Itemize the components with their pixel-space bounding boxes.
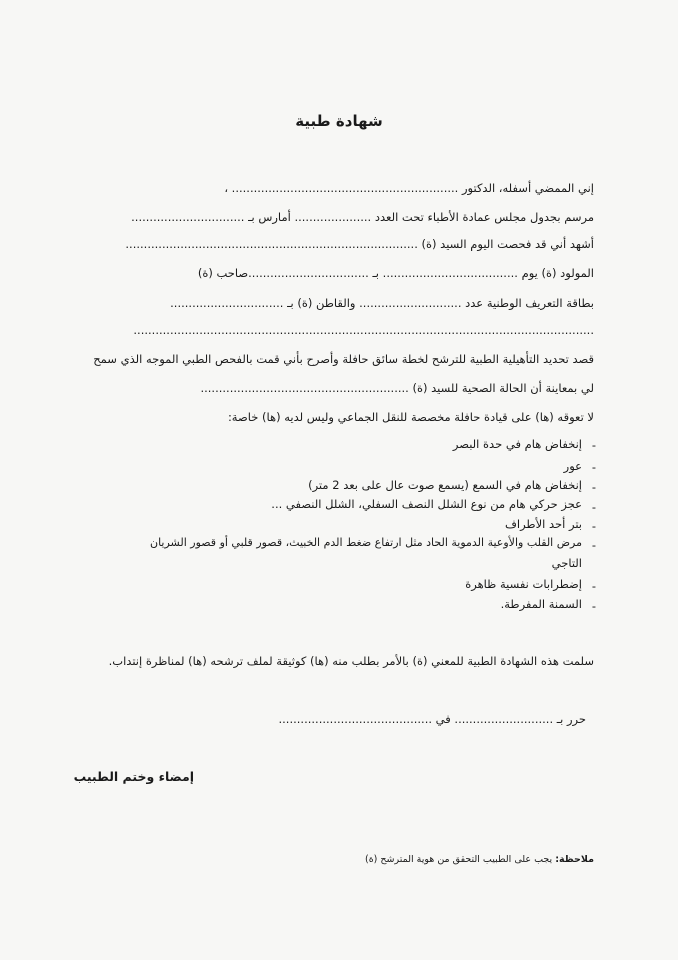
note (365, 852, 594, 868)
line-health-state: لي بمعاينة أن الحالة الصحية للسيد (ة) ......................................................... (200, 381, 594, 395)
note-text: يجب على الطبيب التحقق من هوية المترشح (ة) (364, 854, 553, 865)
condition-cardio: مرض القلب والأوعية الدموية الحاد مثل ارتفاع ضغط الدم الخبيث، قصور قلبي أو قصور الشريان (150, 536, 582, 549)
condition-hearing: إنخفاض هام في السمع (يسمع صوت عال على بعد 2 متر) (308, 478, 582, 492)
line-purpose: قصد تحديد التأهيلية الطبية للترشح لخطة سائق حافلة وأصرح بأني قمت بالفحص الطبي الموجه الذي سمح (93, 352, 594, 366)
document-title: شهادة طبية (295, 112, 383, 130)
note-label: ملاحظة: (555, 854, 594, 865)
line-examined: أشهد أني قد فحصت اليوم السيد (ة) ................................................................................ (125, 237, 594, 251)
line-not-prevented: لا تعوقه (ها) على قيادة حافلة مخصصة للنقل الجماعي وليس لديه (ها) خاصة: (227, 410, 594, 424)
condition-psych: إضطرابات نفسية ظاهرة (465, 577, 582, 591)
line-doctor: إني الممضي أسفله، الدكتور .............................................................. ، (224, 181, 594, 195)
condition-motor: عجز حركي هام من نوع الشلل النصف السفلي، الشلل النصفي ... (271, 497, 582, 511)
line-registration: مرسم بجدول مجلس عمادة الأطباء تحت العدد ..................... أمارس بـ ............................... (131, 210, 594, 224)
line-blank: .............................................................................................................................. (133, 323, 594, 337)
condition-amputation: بتر أحد الأطراف (504, 517, 582, 531)
doctor-signature-label: إمضاء وختم الطبيب (73, 769, 194, 784)
condition-cardio-cont: التاجي (551, 556, 582, 570)
delivery-statement: سلمت هذه الشهادة الطبية للمعني (ة) بالأمر بطلب منه (ها) كوثيقة لملف ترشحه (ها) لمناظرة إنتداب. (108, 654, 594, 668)
condition-one-eye: عور (563, 459, 582, 473)
condition-vision: إنخفاض هام في حدة البصر (452, 437, 582, 451)
place-date-line: حرر بـ ........................... في .......................................... (278, 712, 586, 726)
line-birth: المولود (ة) يوم ..................................... بـ .................................صاحب (ة) (197, 266, 594, 280)
medical-certificate-page: شهادة طبية إني الممضي أسفله، الدكتور .............................................................. ، مرسم بجدول مجلس عمادة الأطباء تحت العدد ..................... أمارس بـ ............................... أشهد أني قد فحصت اليوم السيد (ة) ................................................................................ المولود (ة) يوم ..................................... بـ .................................صاحب (ة) بطاقة التعريف الوطنية عدد ............................ والقاطن (ة) بـ ............................... .............................................................................................................................. قصد تحديد التأهيلية الطبية للترشح لخطة سائق حافلة وأصرح بأني قمت بالفحص الطبي الموجه الذي سمح لي بمعاينة أن الحالة الصحية للسيد (ة) ......................................................... لا تعوقه (ها) على قيادة حافلة مخصصة للنقل الجماعي وليس لديه (ها) خاصة: - إنخفاض هام في حدة البصر - عور - إنخفاض هام في السمع (يسمع صوت عال على بعد 2 متر) - عجز حركي هام من نوع الشلل النصف السفلي، الشلل النصفي ... - بتر أحد الأطراف - مرض القلب والأوعية الدموية الحاد مثل ارتفاع ضغط الدم الخبيث، قصور قلبي أو قصور الشريان التاجي - إضطرابات نفسية ظاهرة - السمنة المفرطة. سلمت هذه الشهادة الطبية للمعني (ة) بالأمر بطلب منه (ها) كوثيقة لملف ترشحه (ها) لمناظرة إنتداب. حرر بـ ........................... في .......................................... إمضاء وختم الطبيب ملاحظة: يجب على الطبيب التحقق من هوية المترشح (ة) (0, 0, 678, 960)
condition-obesity: السمنة المفرطة. (500, 597, 582, 611)
line-id-card: بطاقة التعريف الوطنية عدد ............................ والقاطن (ة) بـ ............................... (170, 296, 594, 310)
